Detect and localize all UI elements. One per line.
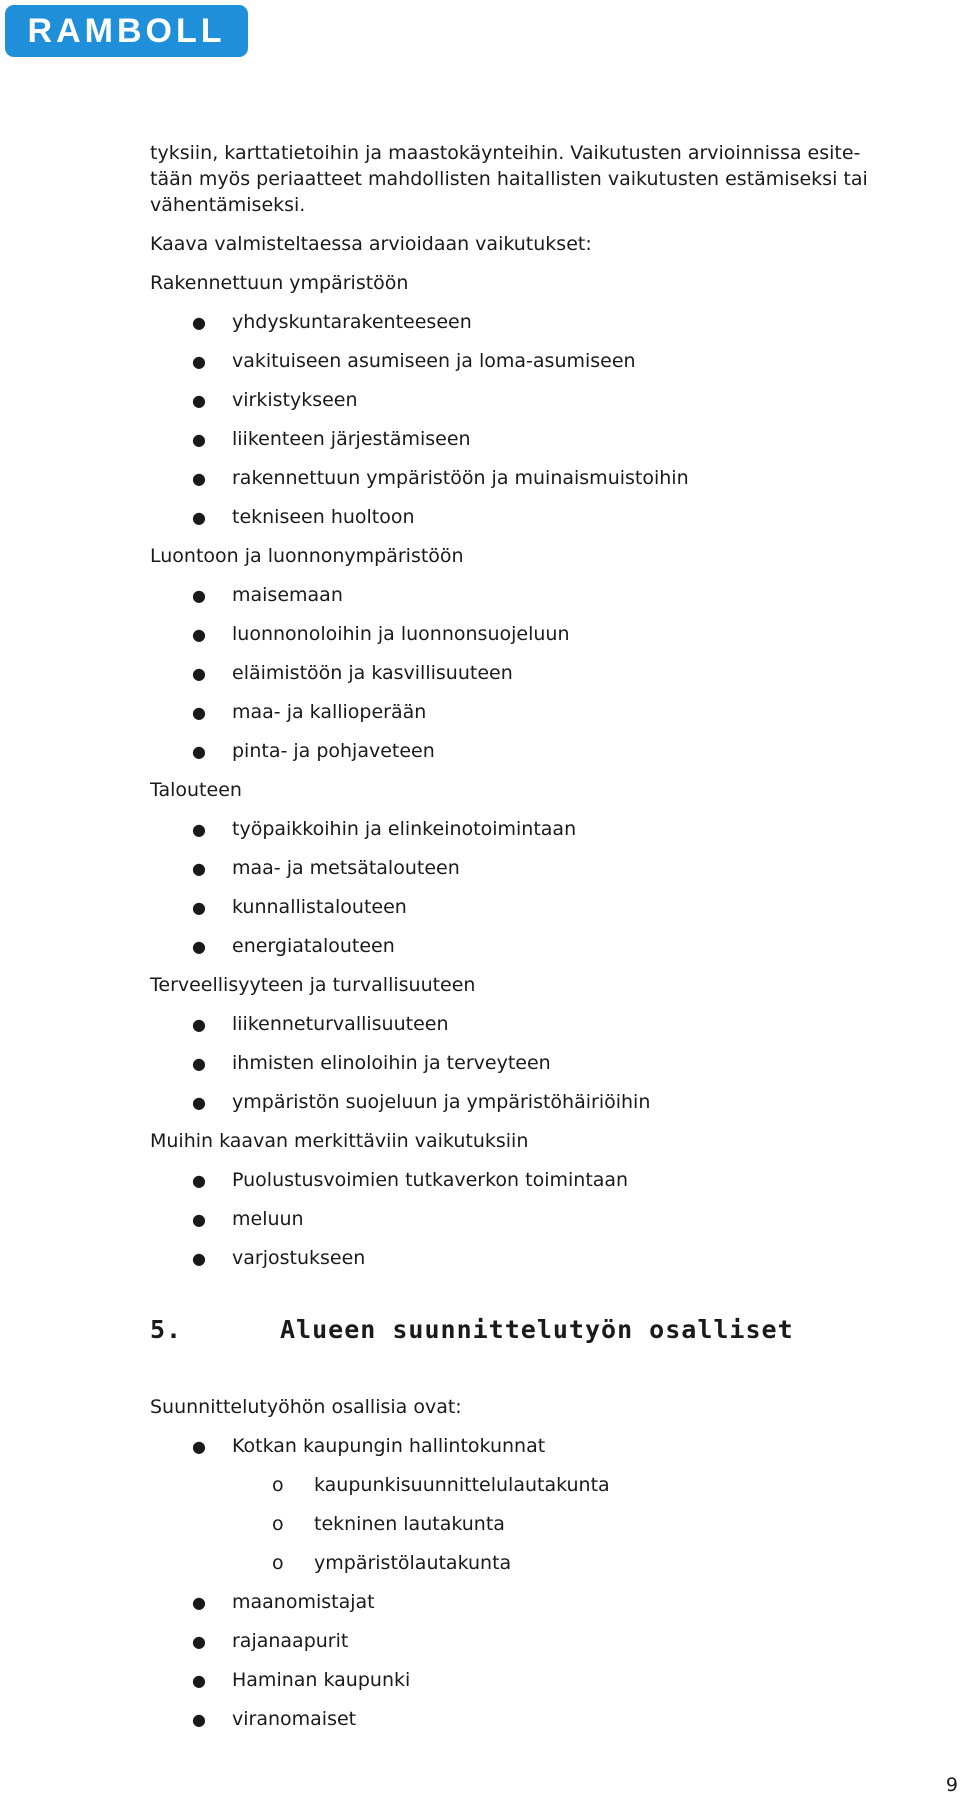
bullet-icon: ●	[192, 898, 206, 917]
sub-list-item	[150, 1466, 930, 1505]
bullet-icon: ●	[192, 820, 206, 839]
list-item	[150, 615, 930, 654]
bullet-icon: ●	[192, 352, 206, 371]
list-item-text: tekninen lautakunta	[314, 1513, 505, 1535]
list-item-text: maa- ja kallioperään	[232, 701, 427, 723]
list-item	[150, 1044, 930, 1083]
participants-lead: Suunnittelutyöhön osallisia ovat:	[150, 1396, 462, 1418]
list-item-text: ympäristölautakunta	[314, 1552, 512, 1574]
bullet-icon: ●	[192, 1593, 206, 1612]
section-number: 5.	[150, 1315, 183, 1344]
list-item-text: energiatalouteen	[232, 935, 395, 957]
list-item	[150, 381, 930, 420]
section-heading	[150, 1310, 930, 1350]
list-item-text: maa- ja metsätalouteen	[232, 857, 460, 879]
list-item	[150, 1661, 930, 1700]
list-item-text: Kotkan kaupungin hallintokunnat	[232, 1435, 546, 1457]
intro-line: vähentämiseksi.	[150, 194, 306, 216]
bullet-icon: ●	[192, 508, 206, 527]
list-item	[150, 1083, 930, 1122]
lead-text: Kaava valmisteltaessa arvioidaan vaikutukset:	[150, 233, 592, 255]
logo-text: RAMBOLL	[27, 12, 226, 50]
bullet-icon: ●	[192, 703, 206, 722]
list-item	[150, 849, 930, 888]
bullet-icon: ●	[192, 625, 206, 644]
list-item	[150, 1005, 930, 1044]
list-item-text: meluun	[232, 1208, 304, 1230]
list-item-text: maisemaan	[232, 584, 343, 606]
list-item-text: virkistykseen	[232, 389, 358, 411]
bullet-icon: ●	[192, 1210, 206, 1229]
list-item-text: rajanaapurit	[232, 1630, 349, 1652]
list-item-text: työpaikkoihin ja elinkeinotoimintaan	[232, 818, 577, 840]
list-item	[150, 1161, 930, 1200]
group-title: Rakennettuun ympäristöön	[150, 272, 409, 294]
list-item-text: luonnonoloihin ja luonnonsuojeluun	[232, 623, 570, 645]
bullet-icon: ●	[192, 1171, 206, 1190]
intro-line: tään myös periaatteet mahdollisten haitallisten vaikutusten estämiseksi tai	[150, 168, 868, 190]
list-item	[150, 1622, 930, 1661]
page-number: 9	[945, 1774, 958, 1796]
list-item	[150, 498, 930, 537]
list-item	[150, 303, 930, 342]
bullet-icon: ●	[192, 430, 206, 449]
group-title: Talouteen	[150, 779, 242, 801]
list-item	[150, 693, 930, 732]
list-item-text: viranomaiset	[232, 1708, 357, 1730]
bullet-icon: ●	[192, 391, 206, 410]
bullet-icon: ●	[192, 469, 206, 488]
bullet-icon: ●	[192, 586, 206, 605]
sub-list-item	[150, 1544, 930, 1583]
bullet-icon: ●	[192, 1093, 206, 1112]
group-title: Terveellisyyteen ja turvallisuuteen	[150, 974, 476, 996]
circle-bullet-icon: o	[272, 1552, 284, 1574]
list-item-text: tekniseen huoltoon	[232, 506, 415, 528]
list-item	[150, 732, 930, 771]
list-item	[150, 459, 930, 498]
bullet-icon: ●	[192, 1710, 206, 1729]
intro-line: tyksiin, karttatietoihin ja maastokäynteihin. Vaikutusten arvioinnissa esite-	[150, 142, 861, 164]
bullet-icon: ●	[192, 664, 206, 683]
bullet-icon: ●	[192, 313, 206, 332]
list-item	[150, 1200, 930, 1239]
bullet-icon: ●	[192, 1437, 206, 1456]
circle-bullet-icon: o	[272, 1474, 284, 1496]
list-item	[150, 576, 930, 615]
list-item-text: liikenneturvallisuuteen	[232, 1013, 449, 1035]
document-body	[150, 140, 930, 1739]
section-title: Alueen suunnittelutyön osalliset	[280, 1315, 794, 1344]
list-item-text: pinta- ja pohjaveteen	[232, 740, 435, 762]
list-item-text: Haminan kaupunki	[232, 1669, 411, 1691]
list-item	[150, 1239, 930, 1278]
list-item-text: maanomistajat	[232, 1591, 375, 1613]
list-item-text: rakennettuun ympäristöön ja muinaismuistoihin	[232, 467, 689, 489]
list-item-text: liikenteen järjestämiseen	[232, 428, 471, 450]
bullet-icon: ●	[192, 859, 206, 878]
list-item	[150, 888, 930, 927]
bullet-icon: ●	[192, 1671, 206, 1690]
list-item	[150, 342, 930, 381]
list-item-text: kunnallistalouteen	[232, 896, 407, 918]
circle-bullet-icon: o	[272, 1513, 284, 1535]
list-item	[150, 1427, 930, 1466]
list-item	[150, 654, 930, 693]
sub-list-item	[150, 1505, 930, 1544]
bullet-icon: ●	[192, 1054, 206, 1073]
list-item-text: ihmisten elinoloihin ja terveyteen	[232, 1052, 551, 1074]
list-item-text: ympäristön suojeluun ja ympäristöhäiriöihin	[232, 1091, 651, 1113]
group-title: Luontoon ja luonnonympäristöön	[150, 545, 464, 567]
ramboll-logo	[5, 5, 248, 57]
list-item	[150, 927, 930, 966]
list-item-text: vakituiseen asumiseen ja loma-asumiseen	[232, 350, 636, 372]
list-item	[150, 420, 930, 459]
bullet-icon: ●	[192, 937, 206, 956]
list-item	[150, 1583, 930, 1622]
list-item-text: yhdyskuntarakenteeseen	[232, 311, 472, 333]
group-title: Muihin kaavan merkittäviin vaikutuksiin	[150, 1130, 529, 1152]
bullet-icon: ●	[192, 1249, 206, 1268]
bullet-icon: ●	[192, 742, 206, 761]
list-item	[150, 1700, 930, 1739]
bullet-icon: ●	[192, 1015, 206, 1034]
list-item-text: kaupunkisuunnittelulautakunta	[314, 1474, 610, 1496]
list-item-text: eläimistöön ja kasvillisuuteen	[232, 662, 513, 684]
list-item-text: varjostukseen	[232, 1247, 366, 1269]
bullet-icon: ●	[192, 1632, 206, 1651]
list-item	[150, 810, 930, 849]
list-item-text: Puolustusvoimien tutkaverkon toimintaan	[232, 1169, 629, 1191]
